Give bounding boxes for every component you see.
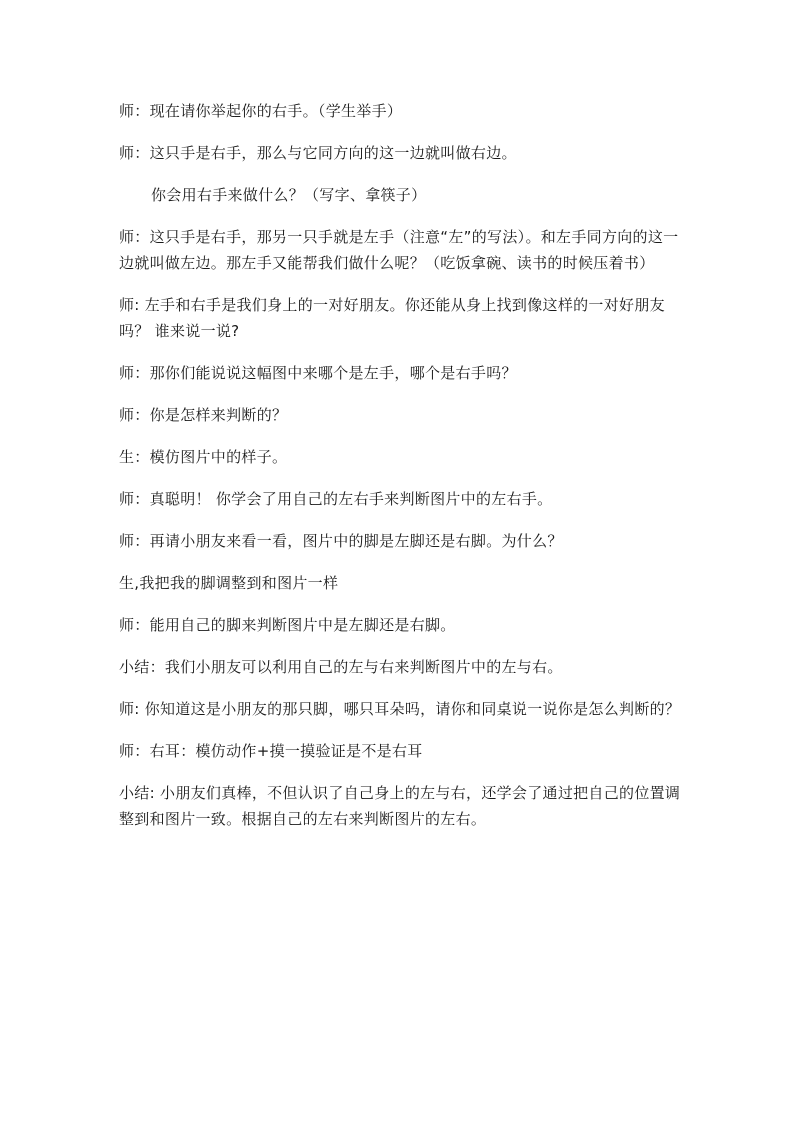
paragraph-7: 师：你是怎样来判断的？ [119, 406, 288, 424]
paragraph-15: 师：右耳：模仿动作+摸一摸验证是不是右耳 [119, 742, 423, 760]
paragraph-16: 小结: 小朋友们真棒，不但认识了自己身上的左与右，还学会了通过把自己的位置调整到和图片一致。根据自己的左右来判断图片的左右。 [119, 784, 681, 828]
paragraph-2: 师：这只手是右手，那么与它同方向的这一边就叫做右边。 [119, 144, 517, 162]
paragraph-10: 师：再请小朋友来看一看，图片中的脚是左脚还是右脚。为什么？ [119, 532, 563, 550]
paragraph-11: 生,我把我的脚调整到和图片一样 [119, 574, 339, 592]
paragraph-1: 师：现在请你举起你的右手。（学生举手） [119, 102, 403, 120]
paragraph-5: 师: 左手和右手是我们身上的一对好朋友。你还能从身上找到像这样的一对好朋友吗？ 谁来说一说? [119, 296, 665, 340]
paragraph-3: 你会用右手来做什么？（写字、拿筷子） [151, 186, 427, 204]
paragraph-6: 师：那你们能说说这幅图中来哪个是左手，哪个是右手吗？ [119, 364, 517, 382]
paragraph-14: 师: 你知道这是小朋友的那只脚，哪只耳朵吗，请你和同桌说一说你是怎么判断的？ [119, 700, 681, 718]
paragraph-9: 师：真聪明！ 你学会了用自己的左右手来判断图片中的左右手。 [119, 490, 553, 508]
paragraph-4: 师：这只手是右手，那另一只手就是左手（注意“左”的写法）。和左手同方向的这一边就叫做左边。那左手又能帮我们做什么呢？（吃饭拿碗、读书的时候压着书） [119, 228, 679, 272]
paragraph-13: 小结：我们小朋友可以利用自己的左与右来判断图片中的左与右。 [119, 658, 563, 676]
paragraph-12: 师：能用自己的脚来判断图片中是左脚还是右脚。 [119, 616, 456, 634]
paragraph-8: 生：模仿图片中的样子。 [119, 448, 288, 466]
